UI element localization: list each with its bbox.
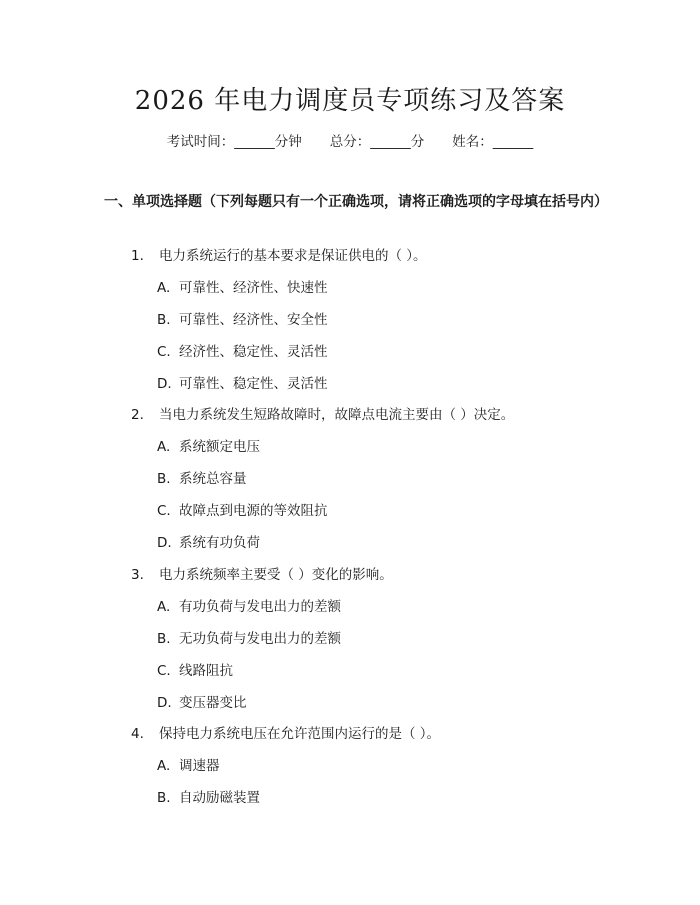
exam-meta-row — [0, 130, 700, 150]
option-letter: B. — [157, 631, 171, 647]
option-letter: C. — [157, 663, 171, 679]
option-letter: B. — [157, 312, 171, 328]
question-4 — [131, 722, 440, 742]
question-number: 1. — [131, 248, 144, 264]
option-text: 经济性、稳定性、灵活性 — [179, 344, 328, 360]
option-2b — [157, 467, 247, 487]
option-text: 有功负荷与发电出力的差额 — [179, 599, 341, 615]
section-heading-single-choice: 一、单项选择题（下列每题只有一个正确选项，请将正确选项的字母填在括号内） — [104, 194, 608, 210]
option-letter: A. — [157, 599, 171, 615]
option-letter: C. — [157, 503, 171, 519]
option-4b — [157, 786, 260, 806]
option-letter: D. — [157, 535, 172, 551]
option-text: 可靠性、经济性、快速性 — [179, 280, 328, 296]
option-text: 系统额定电压 — [179, 439, 260, 455]
option-4a — [157, 754, 220, 774]
question-3 — [131, 563, 393, 583]
option-1c — [157, 340, 328, 360]
question-text: 当电力系统发生短路故障时，故障点电流主要由（ ）决定。 — [159, 407, 515, 423]
option-letter: B. — [157, 471, 171, 487]
option-letter: D. — [157, 695, 172, 711]
option-text: 故障点到电源的等效阻抗 — [179, 503, 328, 519]
question-number: 3. — [131, 567, 144, 583]
option-text: 无功负荷与发电出力的差额 — [179, 631, 341, 647]
option-text: 可靠性、稳定性、灵活性 — [179, 376, 328, 392]
option-letter: D. — [157, 376, 172, 392]
option-letter: B. — [157, 790, 171, 806]
question-number: 2. — [131, 407, 144, 423]
option-text: 调速器 — [179, 758, 220, 774]
question-1 — [131, 244, 427, 264]
option-letter: C. — [157, 344, 171, 360]
option-text: 自动励磁装置 — [179, 790, 260, 806]
option-3c — [157, 659, 233, 679]
option-1b — [157, 308, 328, 328]
question-text: 电力系统频率主要受（ ）变化的影响。 — [159, 567, 393, 583]
exam-time-field: 考试时间：______分钟 — [166, 134, 302, 150]
option-1a — [157, 276, 328, 296]
question-text: 保持电力系统电压在允许范围内运行的是（ ）。 — [159, 726, 441, 742]
option-letter: A. — [157, 439, 171, 455]
option-2c — [157, 499, 328, 519]
option-letter: A. — [157, 758, 171, 774]
option-letter: A. — [157, 280, 171, 296]
question-2 — [131, 403, 514, 423]
total-score-field: 总分：______分 — [329, 134, 425, 150]
question-number: 4. — [131, 726, 144, 742]
option-text: 系统总容量 — [179, 471, 247, 487]
option-text: 可靠性、经济性、安全性 — [179, 312, 328, 328]
option-2a — [157, 435, 260, 455]
option-3b — [157, 627, 341, 647]
option-text: 系统有功负荷 — [179, 535, 260, 551]
option-1d — [157, 372, 328, 392]
option-text: 变压器变比 — [179, 695, 247, 711]
option-2d — [157, 531, 260, 551]
name-field: 姓名：______ — [452, 134, 534, 150]
option-3a — [157, 595, 341, 615]
document-title: 2026 年电力调度员专项练习及答案 — [134, 86, 566, 116]
question-text: 电力系统运行的基本要求是保证供电的（ ）。 — [159, 248, 427, 264]
option-3d — [157, 691, 247, 711]
option-text: 线路阻抗 — [179, 663, 233, 679]
